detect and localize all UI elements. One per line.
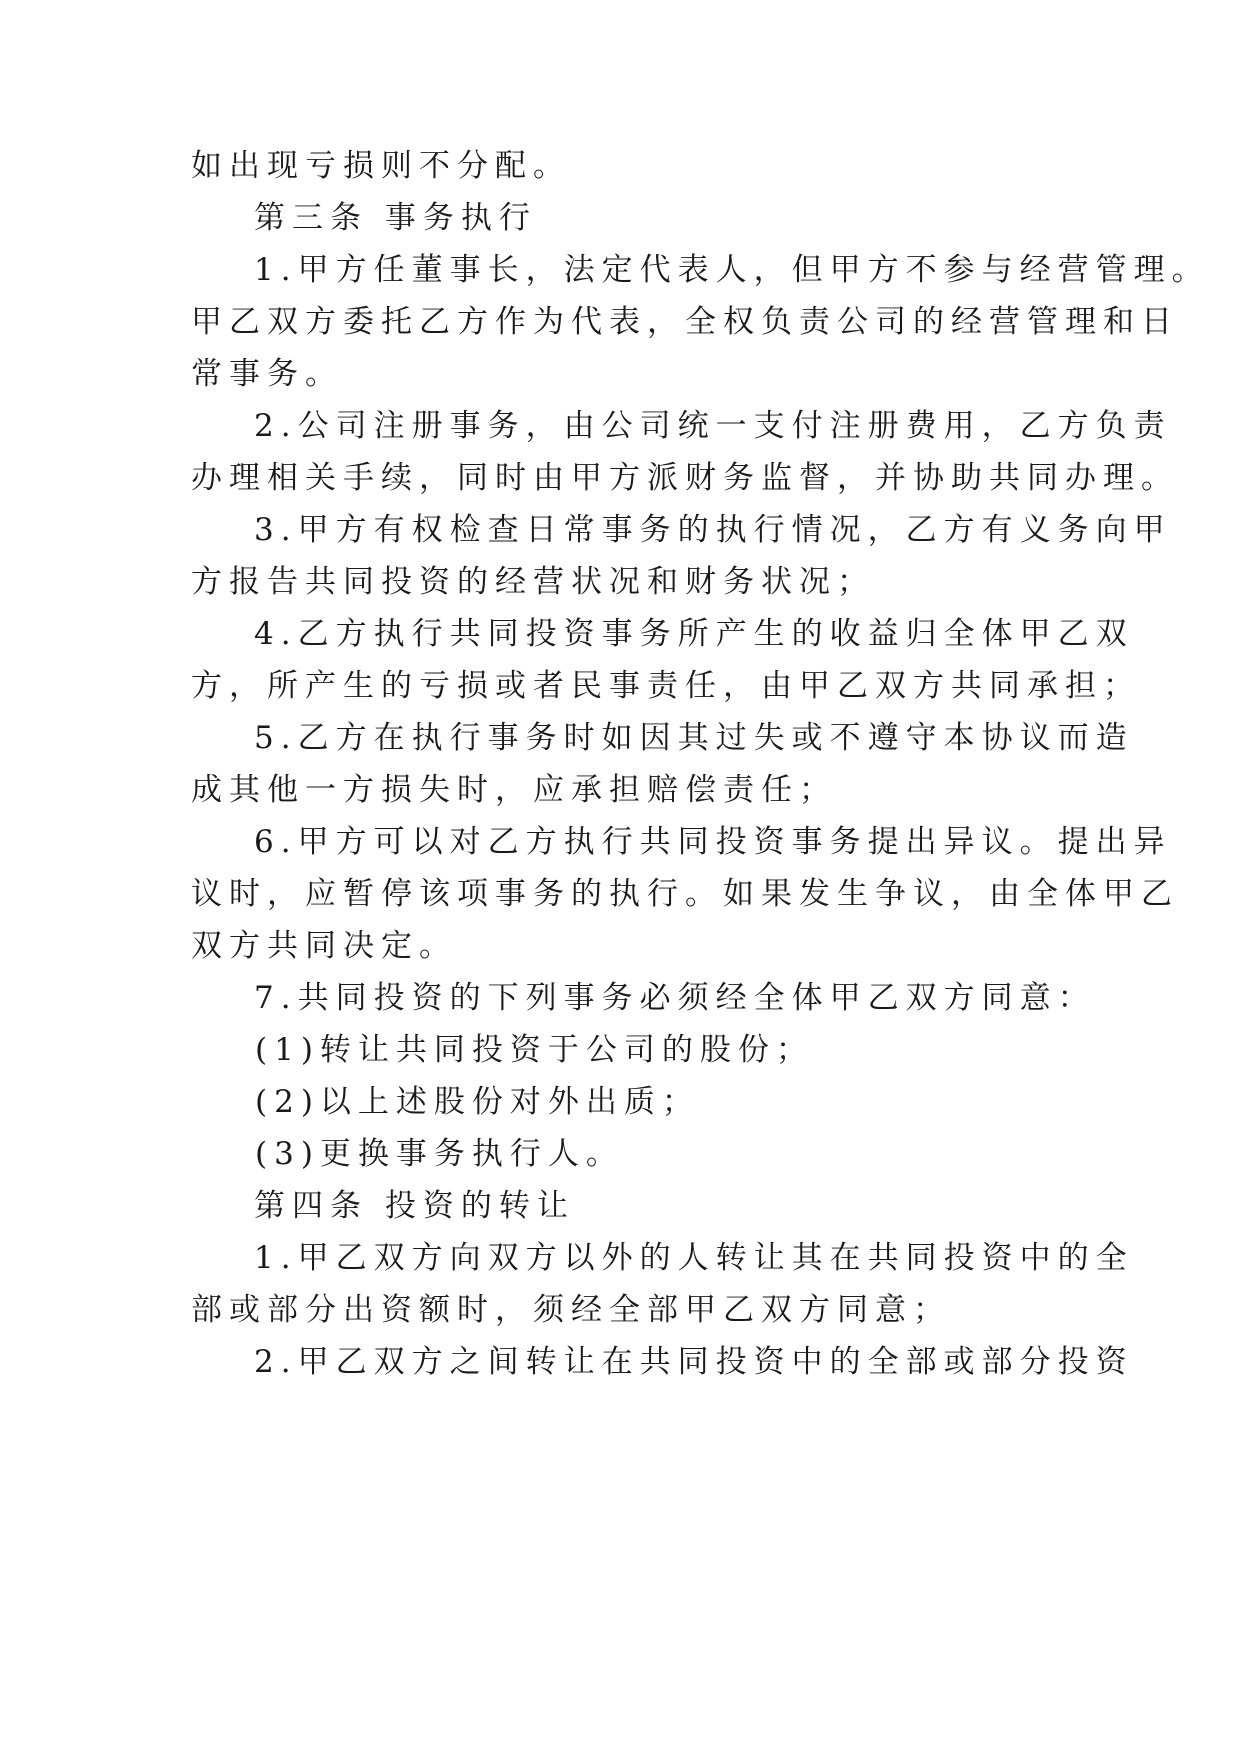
list-item: (2)以上述股份对外出质； [255, 1084, 700, 1120]
section-heading: 第四条 投资的转让 [254, 1188, 575, 1224]
text-line: 办理相关手续，同时由甲方派财务监督，并协助共同办理。 [191, 460, 1179, 496]
text-line: 甲乙双方委托乙方作为代表，全权负责公司的经营管理和日 [191, 304, 1179, 340]
text-line: 议时，应暂停该项事务的执行。如果发生争议，由全体甲乙 [191, 876, 1179, 912]
text-line: 7.共同投资的下列事务必须经全体甲乙双方同意： [254, 980, 1096, 1016]
list-item: (3)更换事务执行人。 [255, 1136, 624, 1172]
text-line: 双方共同决定。 [191, 928, 457, 964]
section-heading: 第三条 事务执行 [254, 200, 537, 236]
text-line: 常事务。 [191, 356, 343, 392]
list-item: (1)转让共同投资于公司的股份； [255, 1032, 814, 1068]
text-line: 3.甲方有权检查日常事务的执行情况，乙方有义务向甲 [254, 512, 1172, 548]
text-line: 5.乙方在执行事务时如因其过失或不遵守本协议而造 [254, 720, 1134, 756]
text-line: 方报告共同投资的经营状况和财务状况； [191, 564, 875, 600]
text-line: 1.甲方任董事长，法定代表人，但甲方不参与经营管理。 [254, 252, 1210, 288]
text-line: 2.甲乙双方之间转让在共同投资中的全部或部分投资 [254, 1344, 1134, 1380]
text-line: 部或部分出资额时，须经全部甲乙双方同意； [191, 1292, 951, 1328]
text-line: 4.乙方执行共同投资事务所产生的收益归全体甲乙双 [254, 616, 1134, 652]
text-line: 方，所产生的亏损或者民事责任，由甲乙双方共同承担； [191, 668, 1141, 704]
text-line: 1.甲乙双方向双方以外的人转让其在共同投资中的全 [254, 1240, 1134, 1276]
text-line: 成其他一方损失时，应承担赔偿责任； [191, 772, 837, 808]
text-line: 6.甲方可以对乙方执行共同投资事务提出异议。提出异 [254, 824, 1172, 860]
text-line: 2.公司注册事务，由公司统一支付注册费用，乙方负责 [254, 408, 1172, 444]
text-line: 如出现亏损则不分配。 [191, 148, 571, 184]
